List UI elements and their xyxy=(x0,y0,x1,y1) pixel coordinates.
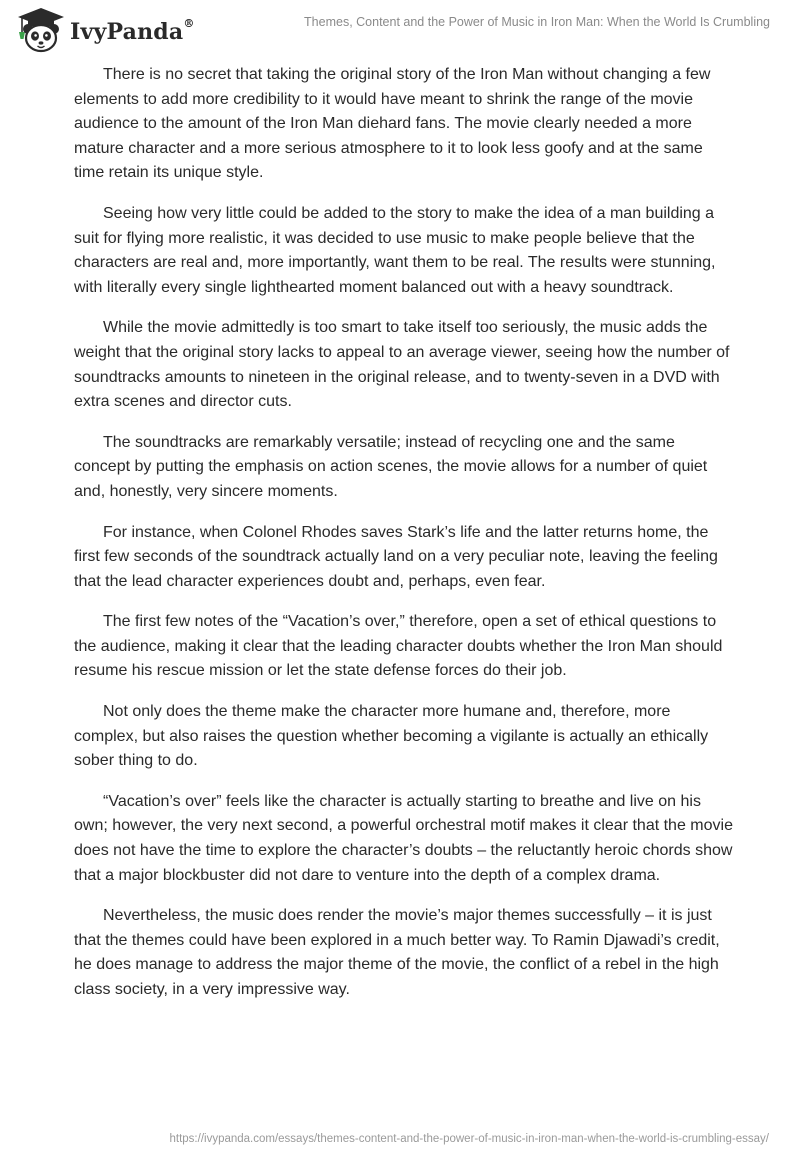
ivypanda-logo[interactable] xyxy=(14,6,195,54)
paragraph: The soundtracks are remarkably versatile; instead of recycling one and the same concept by putting the emphasis on action scenes, the movie allows for a number of quiet and, honestly, very sincere moments. xyxy=(74,433,708,500)
paragraph: The first few notes of the “Vacation’s over,” therefore, open a set of ethical questions to the audience, making it clear that the leading character doubts whether the Iron Man should resume his rescue mission or let the state defense forces do their job. xyxy=(74,613,723,680)
source-url[interactable]: https://ivypanda.com/essays/themes-content-and-the-power-of-music-in-iron-man-when-the-world-is-crumbling-essay/ xyxy=(169,1133,769,1145)
paragraph: Nevertheless, the music does render the movie’s major themes successfully – it is just that the themes could have been explored in a much better way. To Ramin Djawadi’s credit, he does manage to address the major theme of the movie, the conflict of a rebel in the high class society, in a very impressive way. xyxy=(74,907,720,998)
paragraph: While the movie admittedly is too smart to take itself too seriously, the music adds the weight that the original story lacks to appeal to an average viewer, seeing how the number of soundtracks amounts to nineteen in the original release, and to twenty-seven in a DVD with extra scenes and director cuts. xyxy=(74,319,730,411)
document-title: Themes, Content and the Power of Music in Iron Man: When the World Is Crumbling xyxy=(304,15,770,29)
brand-name: IvyPanda® xyxy=(70,17,195,45)
essay-body xyxy=(74,63,734,1019)
panda-graduate-icon xyxy=(14,6,68,54)
paragraph: For instance, when Colonel Rhodes saves Stark’s life and the latter returns home, the first few seconds of the soundtrack actually land on a very peculiar note, leaving the feeling that the lead character experiences doubt and, perhaps, even fear. xyxy=(74,523,718,590)
paragraph: Not only does the theme make the character more humane and, therefore, more complex, but also raises the question whether becoming a vigilante is actually an ethically sober thing to do. xyxy=(74,703,709,770)
paragraph: Seeing how very little could be added to the story to make the idea of a man building a suit for flying more realistic, it was decided to use music to make people believe that the characters are real and, more importantly, want them to be real. The results were stunning, with literally every single lighthearted moment balanced out with a heavy soundtrack. xyxy=(74,204,716,296)
page-header xyxy=(0,0,800,60)
paragraph: “Vacation’s over” feels like the character is actually starting to breathe and live on his own; however, the very next second, a powerful orchestral motif makes it clear that the movie does not have the time to explore the character’s doubts – the reluctantly heroic chords show that a major blockbuster did not dare to venture into the depth of a complex drama. xyxy=(74,792,733,884)
paragraph: There is no secret that taking the original story of the Iron Man without changing a few elements to add more credibility to it would have meant to shrink the range of the movie audience to the amount of the Iron Man diehard fans. The movie clearly needed a more mature character and a more serious atmosphere to it to look less goofy and at the same time retain its unique style. xyxy=(74,66,711,182)
